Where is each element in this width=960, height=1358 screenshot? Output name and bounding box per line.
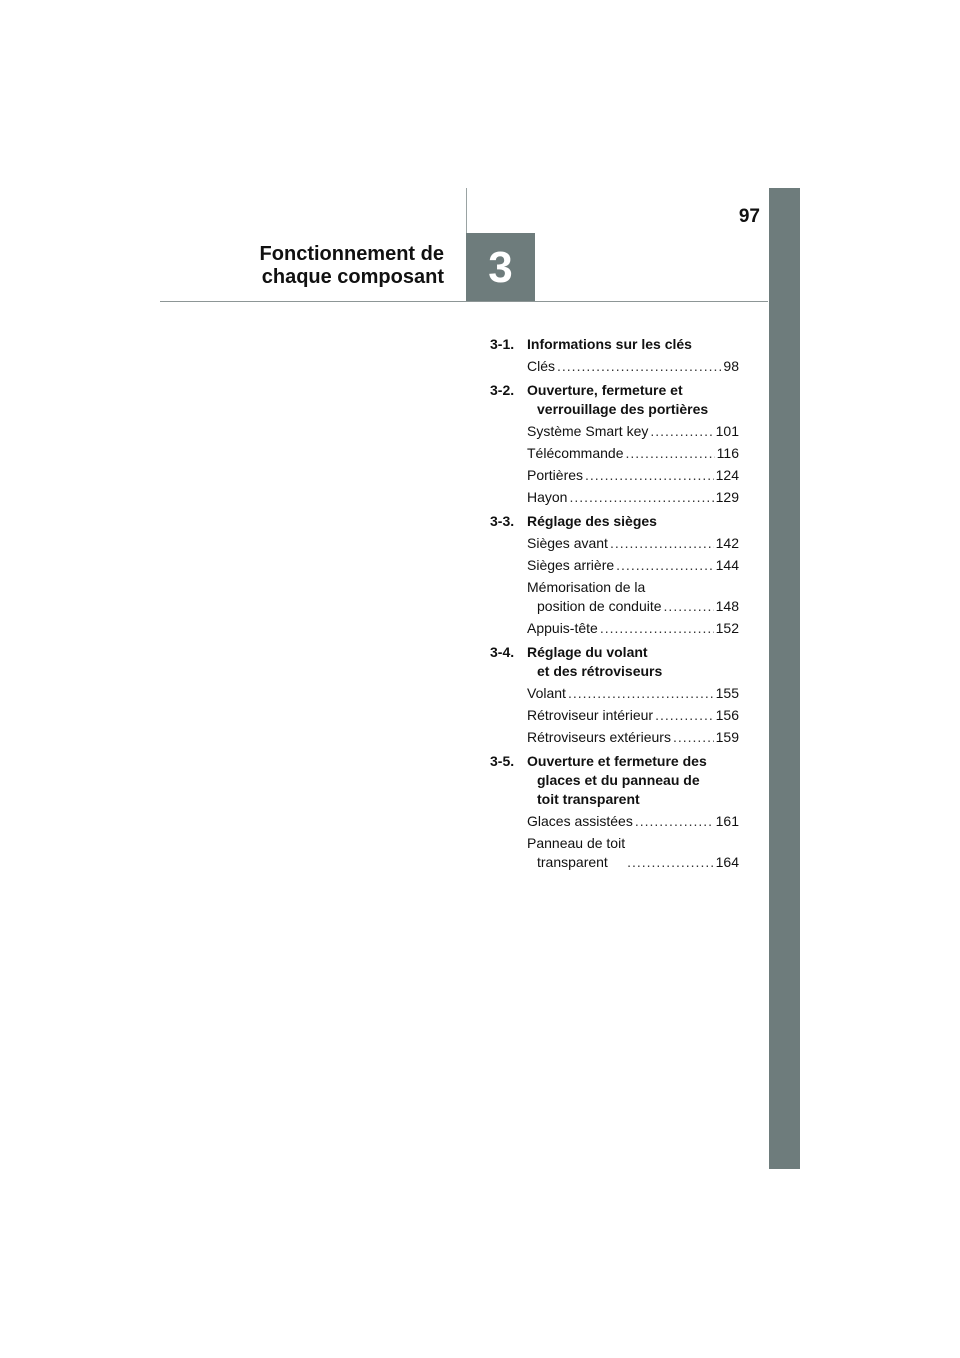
toc-entry-label [527, 556, 614, 575]
toc-entry[interactable] [527, 357, 739, 376]
chapter-title-line: Fonctionnement de [259, 243, 444, 265]
chapter-title [160, 243, 444, 289]
dot-leader [557, 357, 721, 376]
toc-entry-page: 161 [715, 813, 739, 829]
toc-entry[interactable] [527, 466, 739, 485]
dot-leader [610, 534, 714, 553]
toc-entry[interactable] [527, 619, 739, 638]
toc-section-title-line: glaces et du panneau de [537, 772, 700, 788]
toc-section-title [527, 335, 739, 354]
toc-section-heading[interactable] [490, 381, 739, 419]
chapter-title-line: chaque composant [261, 266, 444, 288]
dot-leader [673, 728, 714, 747]
toc-entry-label [527, 488, 567, 507]
toc-entry-label [527, 684, 566, 703]
toc-section-title-line: verrouillage des portières [537, 401, 709, 417]
toc-entry-label [527, 444, 624, 463]
toc-entry-label-line: Sièges avant [527, 535, 608, 551]
toc-section-title [527, 643, 739, 681]
toc-entry[interactable] [527, 706, 739, 725]
toc-entry[interactable] [527, 812, 739, 831]
toc-entry-label [527, 728, 671, 747]
toc-entry-page: 116 [716, 445, 739, 461]
toc-section-heading[interactable] [490, 512, 739, 531]
toc-entry-label-line: Hayon [527, 489, 568, 505]
toc-entry-label [527, 578, 662, 616]
toc-section [490, 512, 739, 638]
toc-entry[interactable] [527, 444, 739, 463]
toc-entry-label [527, 812, 633, 831]
toc-entry-page: 148 [715, 598, 739, 614]
toc-entry[interactable] [527, 534, 739, 553]
dot-leader [569, 488, 713, 507]
toc-section [490, 643, 739, 747]
toc-entry-page: 98 [723, 358, 739, 374]
toc-entry[interactable] [527, 684, 739, 703]
toc-section-title-line: toit transparent [537, 791, 640, 807]
vertical-divider [466, 188, 467, 233]
toc-section-title-line: Réglage du volant [527, 644, 648, 660]
dot-leader [655, 706, 714, 725]
toc-entry-page: 142 [715, 535, 739, 551]
header-divider [160, 301, 768, 302]
toc-entry-label [527, 534, 608, 553]
toc-entry-label [527, 466, 583, 485]
toc-section [490, 335, 739, 376]
toc-entry-page: 155 [715, 685, 739, 701]
toc-entry-page: 144 [715, 557, 739, 573]
toc-entry-label [527, 834, 625, 872]
toc-entry-label-line: Rétroviseur intérieur [527, 707, 654, 723]
dot-leader [585, 466, 714, 485]
dot-leader [616, 556, 713, 575]
toc-entry[interactable] [527, 728, 739, 747]
toc-entry-page: 129 [715, 489, 739, 505]
toc-section-heading[interactable] [490, 643, 739, 681]
toc-entry[interactable] [527, 556, 739, 575]
toc-section-title-line: Réglage des sièges [527, 513, 657, 529]
toc-section-number: 3-2. [490, 382, 515, 398]
toc-entry-label [527, 422, 648, 441]
toc-section-number: 3-5. [490, 753, 515, 769]
toc-entry[interactable] [527, 422, 739, 441]
toc-section-number: 3-4. [490, 644, 515, 660]
dot-leader [664, 597, 714, 616]
chapter-side-tab [769, 188, 800, 1169]
toc-entry-page: 124 [715, 467, 739, 483]
toc-entry[interactable] [527, 578, 739, 616]
toc-entry-label-line: Portières [527, 467, 584, 483]
toc-entry-label-line: Télécommande [527, 445, 624, 461]
toc-section [490, 752, 739, 872]
toc-entry-page: 159 [715, 729, 739, 745]
toc-section-number: 3-1. [490, 336, 515, 352]
toc-entry-label-line: position de conduite [537, 598, 662, 614]
toc-entry-label [527, 706, 653, 725]
toc-entry[interactable] [527, 488, 739, 507]
toc-section [490, 381, 739, 507]
toc-section-title-line: Informations sur les clés [527, 336, 692, 352]
toc-section-title [527, 512, 739, 531]
toc-entry-label-line: Volant [527, 685, 566, 701]
toc-entry-label-line: transparent [537, 854, 608, 870]
dot-leader [650, 422, 713, 441]
toc-entry-page: 152 [715, 620, 739, 636]
toc-section-number: 3-3. [490, 513, 515, 529]
toc-section-title [527, 752, 739, 809]
dot-leader [568, 684, 714, 703]
dot-leader [627, 853, 714, 872]
toc-entry-label-line: Glaces assistées [527, 813, 633, 829]
table-of-contents [490, 335, 739, 877]
toc-entry-label [527, 357, 555, 376]
toc-section-title-line: et des rétroviseurs [537, 663, 663, 679]
toc-entry-page: 101 [715, 423, 739, 439]
chapter-number-badge: 3 [466, 233, 535, 302]
toc-entry-label-line: Mémorisation de la [527, 579, 646, 595]
toc-entry-label-line: Clés [527, 358, 556, 374]
toc-entry-page: 156 [715, 707, 739, 723]
toc-section-title-line: Ouverture et fermeture des [527, 753, 707, 769]
toc-section-title-line: Ouverture, fermeture et [527, 382, 683, 398]
toc-entry-label-line: Appuis-tête [527, 620, 598, 636]
toc-section-heading[interactable] [490, 752, 739, 809]
toc-entry-label-line: Sièges arrière [527, 557, 615, 573]
toc-entry-label-line: Rétroviseurs extérieurs [527, 729, 671, 745]
dot-leader [635, 812, 714, 831]
toc-entry-page: 164 [715, 854, 739, 870]
page-number: 97 [738, 206, 760, 227]
toc-entry[interactable] [527, 834, 739, 872]
toc-entry-label [527, 619, 598, 638]
toc-section-heading[interactable] [490, 335, 739, 354]
toc-entry-label-line: Système Smart key [527, 423, 649, 439]
toc-section-title [527, 381, 739, 419]
toc-entry-label-line: Panneau de toit [527, 835, 626, 851]
dot-leader [600, 619, 714, 638]
dot-leader [626, 444, 715, 463]
